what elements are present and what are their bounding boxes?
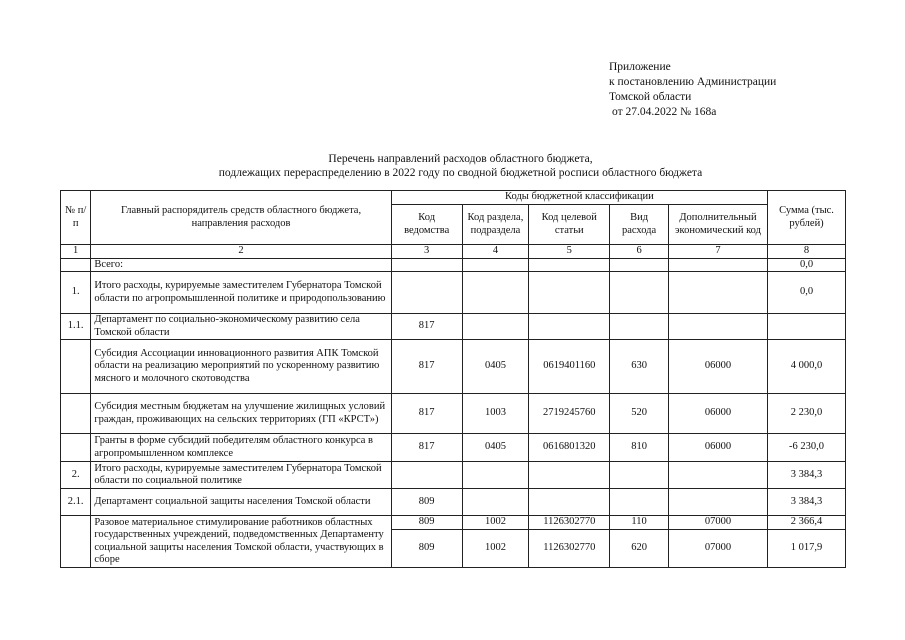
table-row: [61, 272, 846, 314]
row-name: Гранты в форме субсидий победителям областного конкурса в агропромышленном комплексе: [91, 434, 391, 462]
table-row: [61, 434, 846, 462]
row-sum: 0,0: [768, 272, 846, 314]
row-section: 1002: [462, 516, 529, 530]
header-target: Код целевой статьи: [529, 205, 610, 245]
table-row: [61, 394, 846, 434]
row-kind: 630: [610, 340, 669, 394]
row-no: [61, 340, 91, 394]
header-extra: Дополнительный экономический код: [668, 205, 767, 245]
row-sum: 3 384,3: [768, 489, 846, 516]
row-section: [462, 462, 529, 489]
row-dept: 817: [391, 434, 462, 462]
row-no: [61, 394, 91, 434]
row-target: [529, 258, 610, 272]
row-kind: [610, 489, 669, 516]
colnum: 5: [529, 245, 610, 259]
row-sum: 2 366,4: [768, 516, 846, 530]
row-sum: 4 000,0: [768, 340, 846, 394]
column-number-row: [61, 245, 846, 259]
row-dept: [391, 462, 462, 489]
table-row: [61, 516, 846, 530]
row-no: [61, 516, 91, 568]
appendix-block: [609, 60, 776, 120]
colnum: 3: [391, 245, 462, 259]
row-dept: 817: [391, 394, 462, 434]
row-target: 0616801320: [529, 434, 610, 462]
row-name: Департамент социальной защиты населения Томской области: [91, 489, 391, 516]
table-row: [61, 314, 846, 340]
row-section: [462, 489, 529, 516]
colnum: 7: [668, 245, 767, 259]
header-name: Главный распорядитель средств областного бюджета, направления расходов: [91, 191, 391, 245]
header-dept: Код ведомства: [391, 205, 462, 245]
appendix-line-3: Томской области: [609, 91, 692, 103]
appendix-line-4: от 27.04.2022 № 168а: [612, 106, 717, 118]
row-target: [529, 314, 610, 340]
row-kind: 110: [610, 516, 669, 530]
row-section: [462, 314, 529, 340]
table-row: [61, 462, 846, 489]
colnum: 4: [462, 245, 529, 259]
table-row: [61, 340, 846, 394]
row-dept: 809: [391, 489, 462, 516]
row-extra: 06000: [668, 340, 767, 394]
row-extra: [668, 314, 767, 340]
row-no: 1.1.: [61, 314, 91, 340]
table-row: [61, 258, 846, 272]
row-no: 1.: [61, 272, 91, 314]
colnum: 8: [768, 245, 846, 259]
row-kind: 620: [610, 530, 669, 568]
appendix-line-1: Приложение: [609, 61, 671, 73]
row-target: 1126302770: [529, 530, 610, 568]
header-no: № п/п: [61, 191, 91, 245]
row-name: Департамент по социально-экономическому развитию села Томской области: [91, 314, 391, 340]
row-section: [462, 258, 529, 272]
title-line-2: подлежащих перераспределению в 2022 году по сводной бюджетной росписи областного бюджета: [218, 167, 703, 179]
row-extra: [668, 272, 767, 314]
row-section: 0405: [462, 434, 529, 462]
header-codes: Коды бюджетной классификации: [391, 191, 767, 205]
row-target: 1126302770: [529, 516, 610, 530]
row-no: [61, 258, 91, 272]
row-no: 2.: [61, 462, 91, 489]
row-section: 1003: [462, 394, 529, 434]
row-target: 2719245760: [529, 394, 610, 434]
row-target: 0619401160: [529, 340, 610, 394]
row-no: [61, 434, 91, 462]
row-sum: 3 384,3: [768, 462, 846, 489]
row-kind: [610, 272, 669, 314]
row-sum: 1 017,9: [768, 530, 846, 568]
row-section: [462, 272, 529, 314]
row-dept: 817: [391, 340, 462, 394]
row-name: Всего:: [91, 258, 391, 272]
row-no: 2.1.: [61, 489, 91, 516]
row-name: Субсидия Ассоциации инновационного развития АПК Томской области на реализацию мероприятий по ускоренному развитию мясного и молочного скотоводства: [91, 340, 391, 394]
row-kind: [610, 462, 669, 489]
row-target: [529, 489, 610, 516]
row-dept: [391, 272, 462, 314]
row-extra: [668, 462, 767, 489]
row-extra: 06000: [668, 394, 767, 434]
expense-table: [60, 190, 846, 568]
row-name: Итого расходы, курируемые заместителем Губернатора Томской области по социальной политике: [91, 462, 391, 489]
row-extra: [668, 489, 767, 516]
table-row: [61, 489, 846, 516]
row-target: [529, 272, 610, 314]
row-dept: 809: [391, 530, 462, 568]
title-line-1: Перечень направлений расходов областного бюджета,: [328, 153, 593, 165]
row-section: 0405: [462, 340, 529, 394]
row-name: Разовое материальное стимулирование работников областных государственных учреждений, подведомственных Департаменту социальной защиты населения Томской области, участвующих в сборе: [91, 516, 391, 568]
document-title: [0, 152, 905, 180]
header-sum: Сумма (тыс. рублей): [768, 191, 846, 245]
row-dept: 809: [391, 516, 462, 530]
row-name: Итого расходы, курируемые заместителем Губернатора Томской области по агропромышленной политике и природопользованию: [91, 272, 391, 314]
row-sum: -6 230,0: [768, 434, 846, 462]
row-sum: 2 230,0: [768, 394, 846, 434]
row-dept: [391, 258, 462, 272]
row-sum: [768, 314, 846, 340]
row-target: [529, 462, 610, 489]
colnum: 2: [91, 245, 391, 259]
header-section: Код раздела, подраздела: [462, 205, 529, 245]
row-kind: 810: [610, 434, 669, 462]
row-extra: 07000: [668, 530, 767, 568]
appendix-line-2: к постановлению Администрации: [609, 76, 777, 88]
row-kind: [610, 314, 669, 340]
row-name: Субсидия местным бюджетам на улучшение жилищных условий граждан, проживающих на сельских территориях (ГП «КРСТ»): [91, 394, 391, 434]
row-extra: [668, 258, 767, 272]
row-sum: 0,0: [768, 258, 846, 272]
row-dept: 817: [391, 314, 462, 340]
colnum: 1: [61, 245, 91, 259]
row-section: 1002: [462, 530, 529, 568]
row-extra: 07000: [668, 516, 767, 530]
row-kind: [610, 258, 669, 272]
row-extra: 06000: [668, 434, 767, 462]
colnum: 6: [610, 245, 669, 259]
row-kind: 520: [610, 394, 669, 434]
header-kind: Вид расхода: [610, 205, 669, 245]
